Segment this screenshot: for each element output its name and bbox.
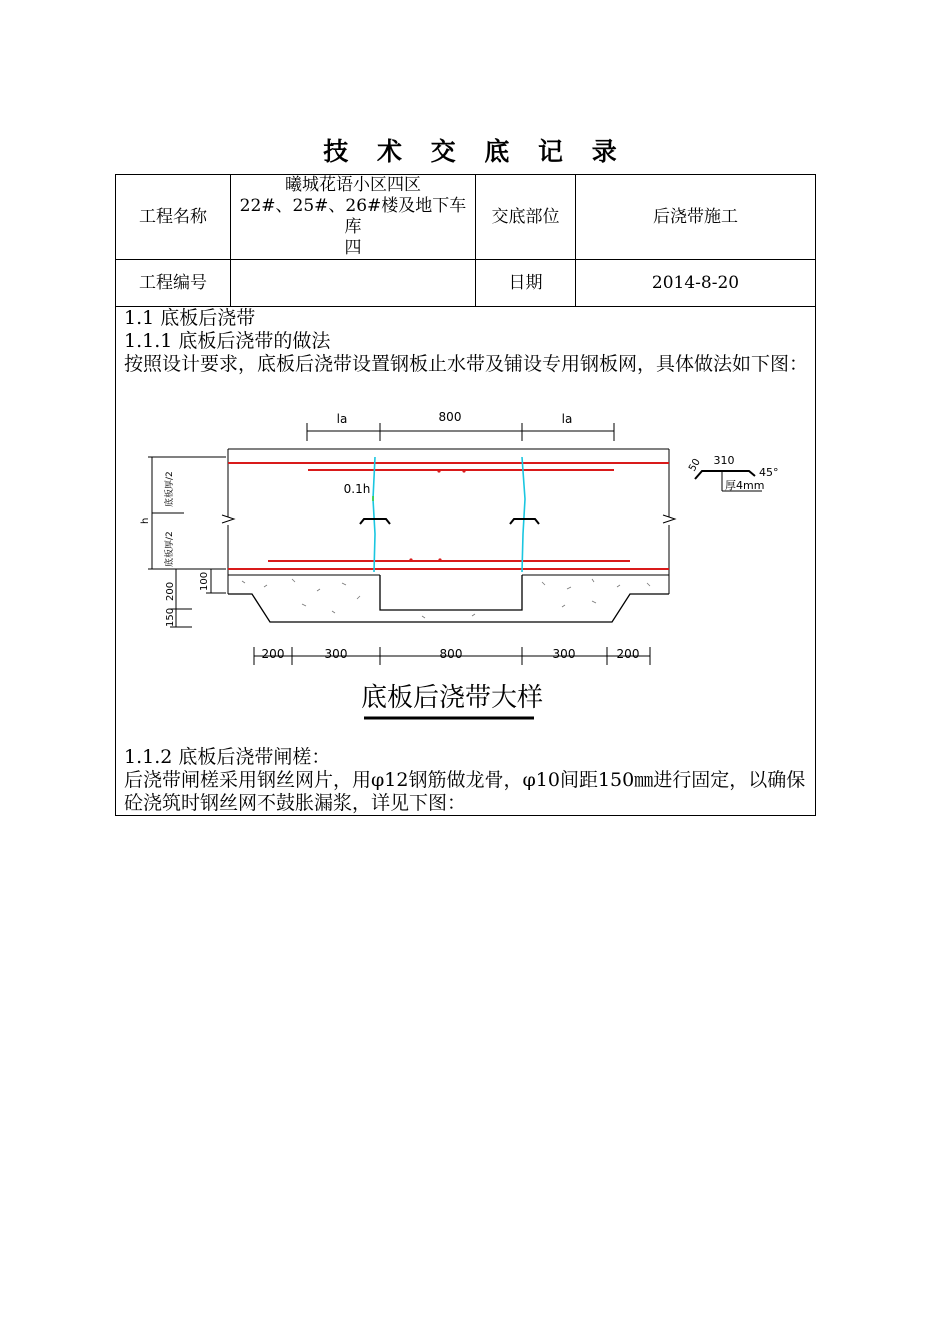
location-value: 后浇带施工 bbox=[576, 175, 816, 260]
dim-800-top: 800 bbox=[438, 410, 462, 424]
project-name-line: 四 bbox=[344, 238, 362, 258]
dim-bottom: 800 bbox=[439, 647, 463, 661]
drawing-caption: 底板后浇带大样 bbox=[360, 683, 544, 713]
detail-50: 50 bbox=[687, 456, 703, 474]
dim-bottom: 200 bbox=[616, 647, 640, 661]
subsection-heading: 1.1.2 底板后浇带闸槎： bbox=[124, 746, 331, 768]
paragraph: 后浇带闸槎采用钢丝网片，用φ12钢筋做龙骨，φ10间距150㎜进行固定，以确保砼浇筑时钢丝网不鼓胀漏浆，详见下图： bbox=[124, 769, 806, 814]
dim-150: 150 bbox=[165, 607, 176, 627]
paragraph: 按照设计要求，底板后浇带设置钢板止水带及铺设专用钢板网，具体做法如下图： bbox=[124, 353, 809, 375]
dim-half-top: 底板厚/2 bbox=[165, 471, 175, 507]
project-no-value bbox=[231, 260, 476, 307]
section-heading: 1.1 底板后浇带 bbox=[124, 307, 256, 329]
project-no-label: 工程编号 bbox=[116, 260, 231, 307]
detail-310: 310 bbox=[713, 454, 735, 467]
dim-la-right: la bbox=[561, 412, 573, 426]
dim-bottom: 200 bbox=[261, 647, 285, 661]
subsection-heading: 1.1.1 底板后浇带的做法 bbox=[124, 330, 331, 352]
document-title: 技 术 交 底 记 录 bbox=[323, 137, 627, 166]
table-row bbox=[116, 175, 816, 260]
detail-angle: 45° bbox=[759, 466, 779, 479]
label-01h: 0.1h bbox=[343, 482, 371, 496]
table-row bbox=[116, 307, 816, 816]
project-name-label: 工程名称 bbox=[116, 175, 231, 260]
date-value: 2014-8-20 bbox=[576, 260, 816, 307]
date-label: 日期 bbox=[476, 260, 576, 307]
dim-la-left: la bbox=[336, 412, 348, 426]
dim-half-bottom: 底板厚/2 bbox=[165, 531, 175, 567]
project-name-value bbox=[231, 175, 476, 260]
dim-100: 100 bbox=[199, 571, 210, 591]
table-row bbox=[116, 260, 816, 307]
record-table bbox=[115, 174, 816, 816]
dim-bottom: 300 bbox=[552, 647, 576, 661]
dim-200-left: 200 bbox=[165, 581, 176, 601]
project-name-line: 22#、25#、26#楼及地下车库 bbox=[239, 196, 467, 237]
content-cell bbox=[116, 307, 816, 816]
post-pour-strip-drawing bbox=[124, 392, 804, 732]
detail-thickness: 厚4mm bbox=[725, 479, 765, 492]
dim-bottom: 300 bbox=[324, 647, 348, 661]
dim-h: h bbox=[140, 517, 151, 524]
location-label: 交底部位 bbox=[476, 175, 576, 260]
project-name-line: 曦城花语小区四区 bbox=[285, 175, 421, 195]
